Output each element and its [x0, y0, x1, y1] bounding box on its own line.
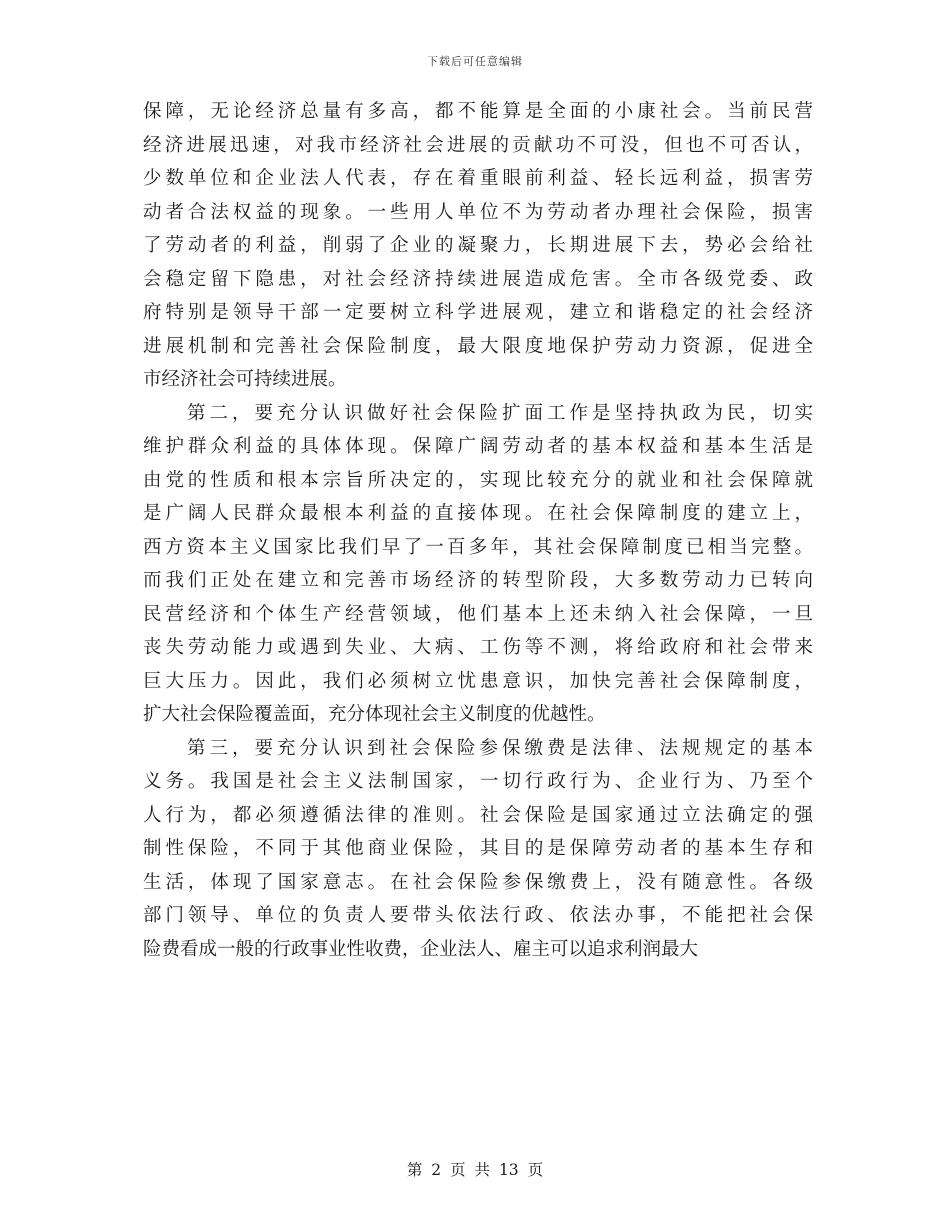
text-line: 巨大压力。因此，我们必须树立忧患意识，加快完善社会保障制度，	[143, 670, 813, 692]
text-line: 少数单位和企业法人代表，存在着重眼前利益、轻长远利益，损害劳	[143, 168, 813, 189]
text-line: 了劳动者的利益，削弱了企业的凝聚力，长期进展下去，势必会给社	[143, 235, 813, 256]
text-line: 动者合法权益的现象。一些用人单位不为劳动者办理社会保险，损害	[143, 201, 813, 223]
text-line: 是广阔人民群众最根本利益的直接体现。在社会保障制度的建立上，	[143, 503, 813, 524]
paragraph	[143, 95, 813, 397]
text-line: 西方资本主义国家比我们早了一百多年，其社会保障制度已相当完整。	[143, 536, 813, 558]
text-line: 民营经济和个体生产经营领域，他们基本上还未纳入社会保障，一旦	[143, 603, 813, 625]
paragraph	[143, 397, 813, 732]
text-line: 保障，无论经济总量有多高，都不能算是全面的小康社会。当前民营	[143, 101, 813, 122]
text-line: 会稳定留下隐患，对社会经济持续进展造成危害。全市各级党委、政	[143, 268, 813, 290]
text-line: 第三，要充分认识到社会保险参保缴费是法律、法规规定的基本	[187, 737, 813, 759]
text-line: 生活，体现了国家意志。在社会保险参保缴费上，没有随意性。各级	[143, 871, 813, 893]
text-line: 而我们正处在建立和完善市场经济的转型阶段，大多数劳动力已转向	[143, 570, 813, 591]
text-line: 人行为，都必须遵循法律的准则。社会保险是国家通过立法确定的强	[143, 804, 813, 826]
document-body	[143, 95, 813, 1085]
text-line: 进展机制和完善社会保险制度，最大限度地保护劳动力资源，促进全	[143, 335, 813, 357]
text-line: 维护群众利益的具体体现。保障广阔劳动者的基本权益和基本生活是	[143, 436, 813, 457]
page-header: 下载后可任意编辑	[427, 55, 523, 68]
text-line: 扩大社会保险覆盖面，充分体现社会主义制度的优越性。	[143, 704, 606, 725]
text-line: 部门领导、单位的负责人要带头依法行政、依法办事，不能把社会保	[143, 905, 813, 926]
text-line: 险费看成一般的行政事业性收费，企业法人、雇主可以追求利润最大	[143, 938, 699, 960]
text-line: 丧失劳动能力或遇到失业、大病、工伤等不测，将给政府和社会带来	[143, 637, 813, 658]
text-line: 义务。我国是社会主义法制国家，一切行政行为、企业行为、乃至个	[143, 771, 813, 792]
text-line: 由党的性质和根本宗旨所决定的，实现比较充分的就业和社会保障就	[143, 469, 813, 491]
text-line: 市经济社会可持续进展。	[143, 369, 347, 390]
text-line: 经济进展迅速，对我市经济社会进展的贡献功不可没，但也不可否认，	[143, 134, 813, 156]
text-line: 制性保险，不同于其他商业保险，其目的是保障劳动者的基本生存和	[143, 838, 813, 859]
page-number-footer: 第 2 页 共 13 页	[406, 1161, 544, 1179]
paragraph	[143, 732, 813, 967]
text-line: 府特别是领导干部一定要树立科学进展观，建立和谐稳定的社会经济	[143, 302, 813, 323]
text-line: 第二，要充分认识做好社会保险扩面工作是坚持执政为民，切实	[187, 402, 813, 424]
